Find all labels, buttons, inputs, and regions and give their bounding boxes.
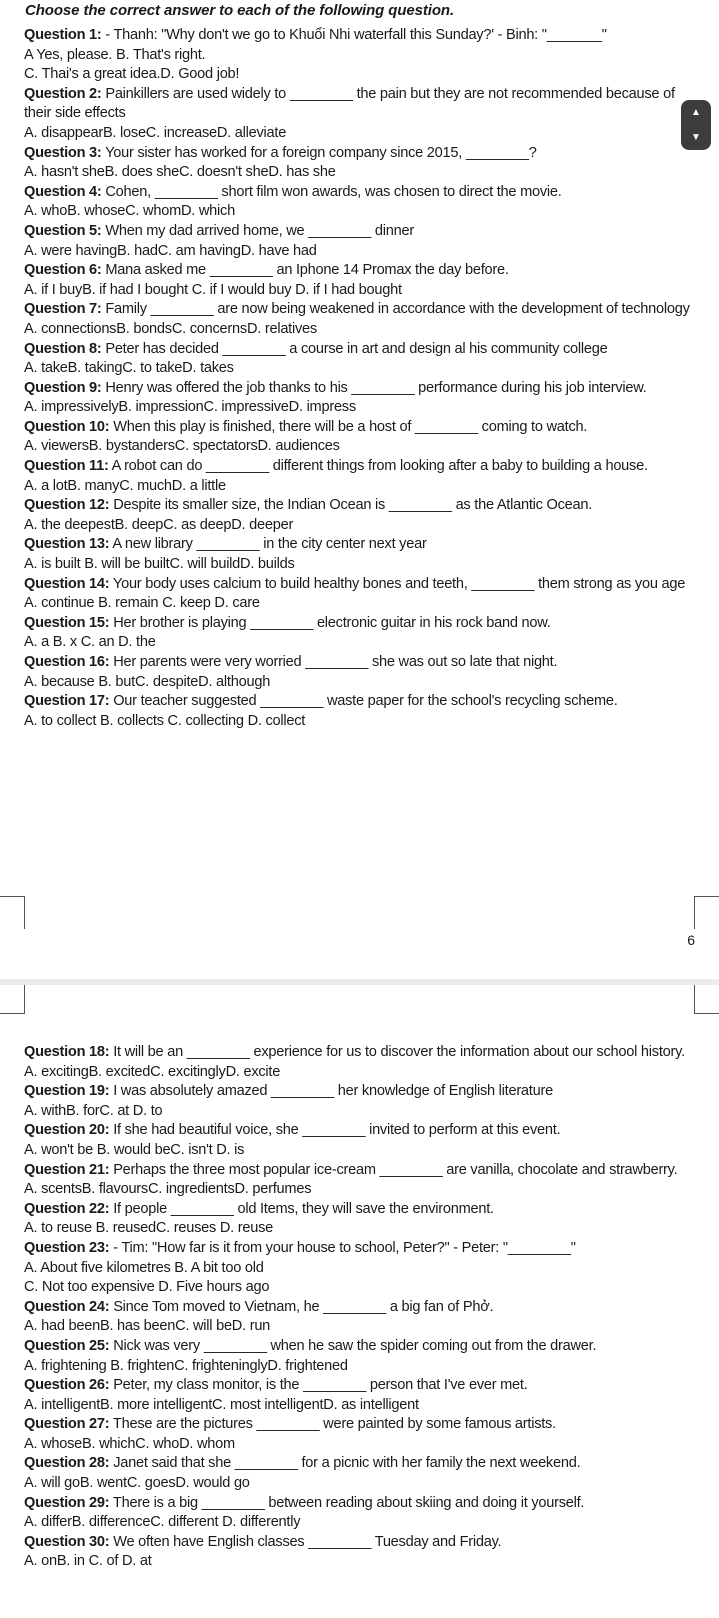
question-item (24, 1533, 697, 1572)
question-item (24, 1161, 697, 1200)
question-stem (24, 457, 697, 477)
question-stem (24, 575, 697, 595)
question-stem (24, 144, 697, 164)
question-number: Question 25: (24, 1337, 110, 1354)
question-number: Question 21: (24, 1161, 110, 1178)
answer-options: A. disappearB. loseC. increaseD. alleviate (24, 124, 287, 141)
question-stem (24, 261, 697, 281)
question-item (24, 535, 697, 574)
question-item (24, 1239, 697, 1298)
question-item (24, 300, 697, 339)
question-number: Question 18: (24, 1044, 110, 1060)
question-stem (24, 1337, 697, 1357)
question-text: A robot can do ________ different things from looking after a baby to building a house. (108, 458, 648, 475)
question-stem (24, 614, 697, 634)
crop-mark-right (694, 985, 719, 1014)
question-stem (24, 1376, 697, 1396)
question-stem (24, 222, 697, 242)
question-item (24, 183, 697, 222)
question-text: Peter, my class monitor, is the ________ person that I've ever met. (109, 1377, 528, 1394)
question-item (24, 1082, 697, 1121)
question-text: Her brother is playing ________ electronic guitar in his rock band now. (109, 614, 551, 631)
question-number: Question 12: (24, 497, 110, 514)
question-item (24, 692, 697, 731)
question-item (24, 85, 697, 144)
question-number: Question 22: (24, 1200, 110, 1217)
question-stem (24, 1043, 697, 1063)
question-item (24, 1415, 697, 1454)
answer-options: A. continue B. remain C. keep D. care (24, 595, 260, 612)
answer-options: A. whoseB. whichC. whoD. whom (24, 1435, 235, 1452)
question-text: When this play is finished, there will be a host of ________ coming to watch. (109, 418, 588, 435)
question-number: Question 14: (24, 575, 110, 592)
answer-options: A. to collect B. collects C. collecting D. collect (24, 712, 306, 729)
question-text: Since Tom moved to Vietnam, he ________ a big fan of Phở. (109, 1298, 494, 1315)
answer-options: A Yes, please. B. That's right. (24, 46, 206, 63)
question-item (24, 1494, 697, 1533)
question-text: Her parents were very worried ________ she was out so late that night. (109, 654, 558, 670)
question-text: When my dad arrived home, we ________ dinner (101, 222, 414, 239)
answer-options: A. whoB. whoseC. whomD. which (24, 203, 235, 220)
question-item (24, 1337, 697, 1376)
question-text: I was absolutely amazed ________ her knowledge of English literature (109, 1083, 553, 1100)
question-item (24, 575, 697, 614)
answer-options: C. Thai's a great idea.D. Good job! (24, 66, 240, 83)
question-text: A new library ________ in the city center next year (109, 536, 427, 553)
question-number: Question 16: (24, 654, 110, 670)
answer-options: A. were havingB. hadC. am havingD. have had (24, 242, 317, 259)
question-item (24, 653, 697, 692)
question-list-page-1 (24, 26, 697, 731)
question-text: Perhaps the three most popular ice-cream ________ are vanilla, chocolate and strawberry. (109, 1161, 678, 1178)
question-item (24, 379, 697, 418)
question-item (24, 457, 697, 496)
answer-options: A. scentsB. flavoursC. ingredientsD. perfumes (24, 1181, 312, 1198)
question-stem (24, 653, 697, 673)
answer-options: A. is built B. will be builtC. will buildD. builds (24, 556, 295, 573)
answer-options: A. because B. butC. despiteD. although (24, 673, 271, 690)
question-stem (24, 692, 697, 712)
crop-mark-right (694, 896, 719, 929)
crop-mark-left (0, 896, 25, 929)
scroll-control[interactable] (681, 100, 711, 150)
answer-options: A. the deepestB. deepC. as deepD. deeper (24, 516, 294, 533)
question-stem (24, 1533, 697, 1553)
question-item (24, 144, 697, 183)
question-number: Question 30: (24, 1533, 110, 1550)
answer-options: C. Not too expensive D. Five hours ago (24, 1279, 270, 1296)
question-stem (24, 379, 697, 399)
question-number: Question 20: (24, 1122, 110, 1139)
question-text: Nick was very ________ when he saw the spider coming out from the drawer. (109, 1337, 597, 1354)
crop-mark-left (0, 985, 25, 1014)
answer-options: A. connectionsB. bondsC. concernsD. relatives (24, 320, 317, 337)
question-text: Mana asked me ________ an Iphone 14 Promax the day before. (101, 262, 509, 279)
answer-options: A. frightening B. frightenC. frighteninglyD. frightened (24, 1357, 348, 1374)
question-text: Family ________ are now being weakened in accordance with the development of technology (101, 301, 690, 318)
question-text: - Thanh: "Why don't we go to Khuổi Nhi waterfall this Sunday?' - Binh: "_______" (101, 27, 607, 43)
question-number: Question 11: (24, 458, 109, 475)
question-stem (24, 496, 697, 516)
question-stem (24, 1200, 697, 1220)
question-stem (24, 1494, 697, 1514)
question-stem (24, 1082, 697, 1102)
question-stem (24, 340, 697, 360)
question-item (24, 1200, 697, 1239)
answer-options: A. withB. forC. at D. to (24, 1102, 163, 1119)
question-number: Question 7: (24, 301, 102, 318)
question-text: Your sister has worked for a foreign company since 2015, ________? (101, 144, 537, 161)
question-item (24, 261, 697, 300)
question-list-page-2 (24, 1043, 697, 1572)
question-number: Question 10: (24, 418, 110, 435)
question-text: These are the pictures ________ were painted by some famous artists. (109, 1416, 556, 1433)
question-stem (24, 535, 697, 555)
question-number: Question 2: (24, 85, 102, 102)
instruction-heading: Choose the correct answer to each of the following question. (25, 2, 455, 19)
question-number: Question 13: (24, 536, 110, 553)
answer-options: A. impressivelyB. impressionC. impressiveD. impress (24, 399, 356, 416)
answer-options: A. had beenB. has beenC. will beD. run (24, 1318, 271, 1335)
question-item (24, 614, 697, 653)
question-text: It will be an ________ experience for us to discover the information about our school history. (109, 1044, 685, 1060)
question-text: Painkillers are used widely to ________ the pain but they are not recommended because of their side effects (24, 85, 675, 122)
answer-options: A. won't be B. would beC. isn't D. is (24, 1141, 245, 1158)
question-text: If she had beautiful voice, she ________ invited to perform at this event. (109, 1122, 561, 1139)
question-text: Your body uses calcium to build healthy bones and teeth, ________ them strong as you age (109, 575, 686, 592)
question-number: Question 8: (24, 340, 102, 357)
question-stem (24, 85, 697, 124)
question-number: Question 9: (24, 379, 102, 396)
answer-options: A. About five kilometres B. A bit too old (24, 1259, 264, 1276)
worksheet-page-2 (0, 985, 719, 1618)
question-stem (24, 1121, 697, 1141)
question-text: Cohen, ________ short film won awards, was chosen to direct the movie. (101, 183, 562, 200)
question-stem (24, 1239, 697, 1259)
scroll-up-icon[interactable]: ▲ (691, 106, 701, 118)
question-number: Question 6: (24, 262, 102, 279)
answer-options: A. will goB. wentC. goesD. would go (24, 1475, 250, 1492)
question-item (24, 1298, 697, 1337)
question-stem (24, 1298, 697, 1318)
question-number: Question 17: (24, 693, 110, 710)
question-item (24, 26, 697, 85)
question-text: If people ________ old Items, they will save the environment. (109, 1200, 494, 1217)
page-number: 6 (687, 932, 695, 948)
question-number: Question 5: (24, 222, 102, 239)
question-number: Question 3: (24, 144, 102, 161)
question-number: Question 1: (24, 27, 102, 43)
question-item (24, 1454, 697, 1493)
question-item (24, 222, 697, 261)
question-stem (24, 26, 697, 46)
answer-options: A. onB. in C. of D. at (24, 1553, 152, 1570)
answer-options: A. to reuse B. reusedC. reuses D. reuse (24, 1220, 274, 1237)
question-text: - Tim: "How far is it from your house to school, Peter?" - Peter: "________" (109, 1239, 576, 1256)
question-item (24, 1121, 697, 1160)
question-item (24, 1043, 697, 1082)
question-number: Question 29: (24, 1494, 110, 1511)
question-text: Janet said that she ________ for a picnic with her family the next weekend. (109, 1455, 581, 1472)
question-text: Despite its smaller size, the Indian Ocean is ________ as the Atlantic Ocean. (109, 497, 593, 514)
question-text: Our teacher suggested ________ waste paper for the school's recycling scheme. (109, 693, 618, 710)
question-stem (24, 183, 697, 203)
answer-options: A. excitingB. excitedC. excitinglyD. excite (24, 1063, 281, 1080)
question-item (24, 496, 697, 535)
question-number: Question 28: (24, 1455, 110, 1472)
answer-options: A. a B. x C. an D. the (24, 634, 156, 651)
question-number: Question 24: (24, 1298, 110, 1315)
answer-options: A. a lotB. manyC. muchD. a little (24, 477, 226, 494)
question-stem (24, 1454, 697, 1474)
question-item (24, 340, 697, 379)
question-item (24, 1376, 697, 1415)
question-number: Question 19: (24, 1083, 110, 1100)
question-stem (24, 1161, 697, 1181)
question-text: We often have English classes ________ Tuesday and Friday. (109, 1533, 502, 1550)
question-number: Question 4: (24, 183, 102, 200)
question-text: Henry was offered the job thanks to his ________ performance during his job interview. (101, 379, 647, 396)
question-text: Peter has decided ________ a course in art and design al his community college (101, 340, 608, 357)
answer-options: A. viewersB. bystandersC. spectatorsD. audiences (24, 438, 340, 455)
question-number: Question 27: (24, 1416, 110, 1433)
answer-options: A. intelligentB. more intelligentC. most intelligentD. as intelligent (24, 1396, 419, 1413)
question-number: Question 26: (24, 1377, 110, 1394)
scroll-down-icon[interactable]: ▼ (691, 131, 701, 143)
question-number: Question 23: (24, 1239, 110, 1256)
answer-options: A. takeB. takingC. to takeD. takes (24, 360, 234, 377)
answer-options: A. if I buyB. if had I bought C. if I would buy D. if I had bought (24, 281, 402, 298)
answer-options: A. differB. differenceC. different D. differently (24, 1514, 301, 1531)
question-text: There is a big ________ between reading about skiing and doing it yourself. (109, 1494, 585, 1511)
question-stem (24, 418, 697, 438)
question-stem (24, 1415, 697, 1435)
question-number: Question 15: (24, 614, 110, 631)
answer-options: A. hasn't sheB. does sheC. doesn't sheD. has she (24, 164, 336, 181)
question-stem (24, 300, 697, 320)
question-item (24, 418, 697, 457)
